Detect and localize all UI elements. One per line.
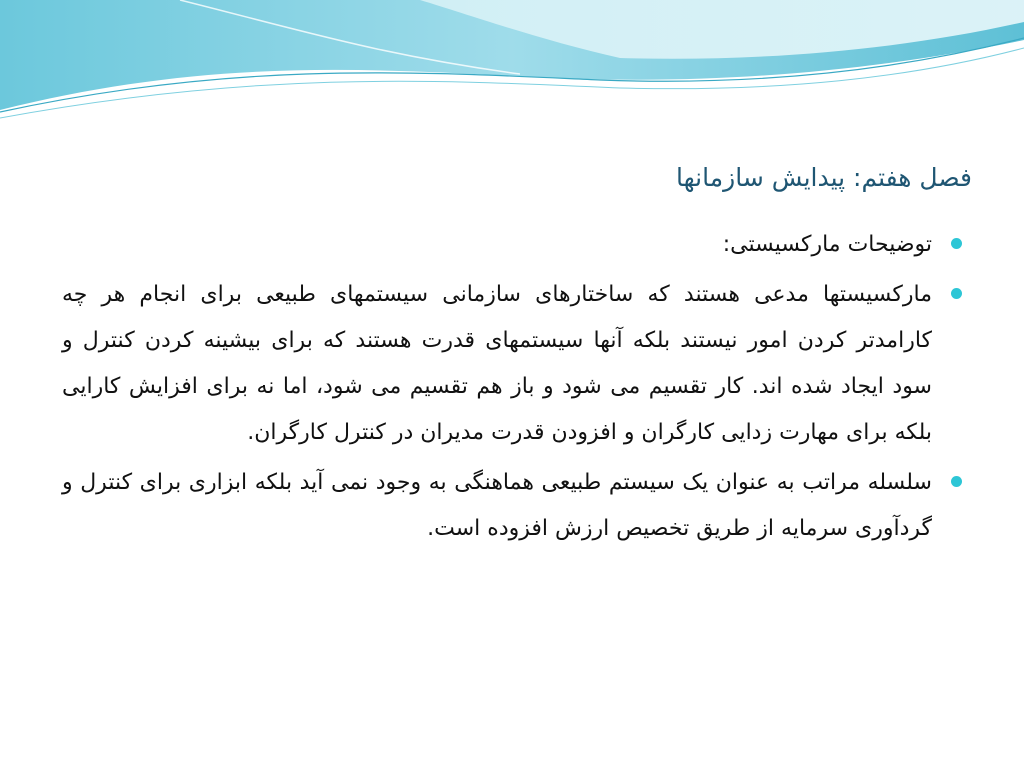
bullet-item (62, 222, 932, 268)
bullet-list (62, 222, 932, 556)
bullet-item (62, 272, 932, 456)
header-wave-decoration (0, 0, 1024, 130)
bullet-text: مارکسیستها مدعی هستند که ساختارهای سازمانی سیستمهای طبیعی برای انجام هر چه کارامدتر کردن امور نیستند بلکه آنها سیستمهای قدرت هستند که برای بیشینه کردن کنترل و سود ایجاد شده اند. کار تقسیم می شود و باز هم تقسیم می شود، اما نه برای افزایش کارایی بلکه برای مهارت زدایی کارگران و افزودن قدرت مدیران در کنترل کارگران. (62, 282, 932, 445)
bullet-dot-icon (951, 476, 962, 487)
bullet-dot-icon (951, 238, 962, 249)
bullet-text: توضیحات مارکسیستی: (722, 232, 932, 257)
slide-title: فصل هفتم: پیدایش سازمانها (676, 163, 972, 192)
bullet-item (62, 460, 932, 552)
bullet-text: سلسله مراتب به عنوان یک سیستم طبیعی هماهنگی به وجود نمی آید بلکه ابزاری برای کنترل و گردآوری سرمایه از طریق تخصیص ارزش افزوده است. (62, 470, 932, 541)
bullet-dot-icon (951, 288, 962, 299)
